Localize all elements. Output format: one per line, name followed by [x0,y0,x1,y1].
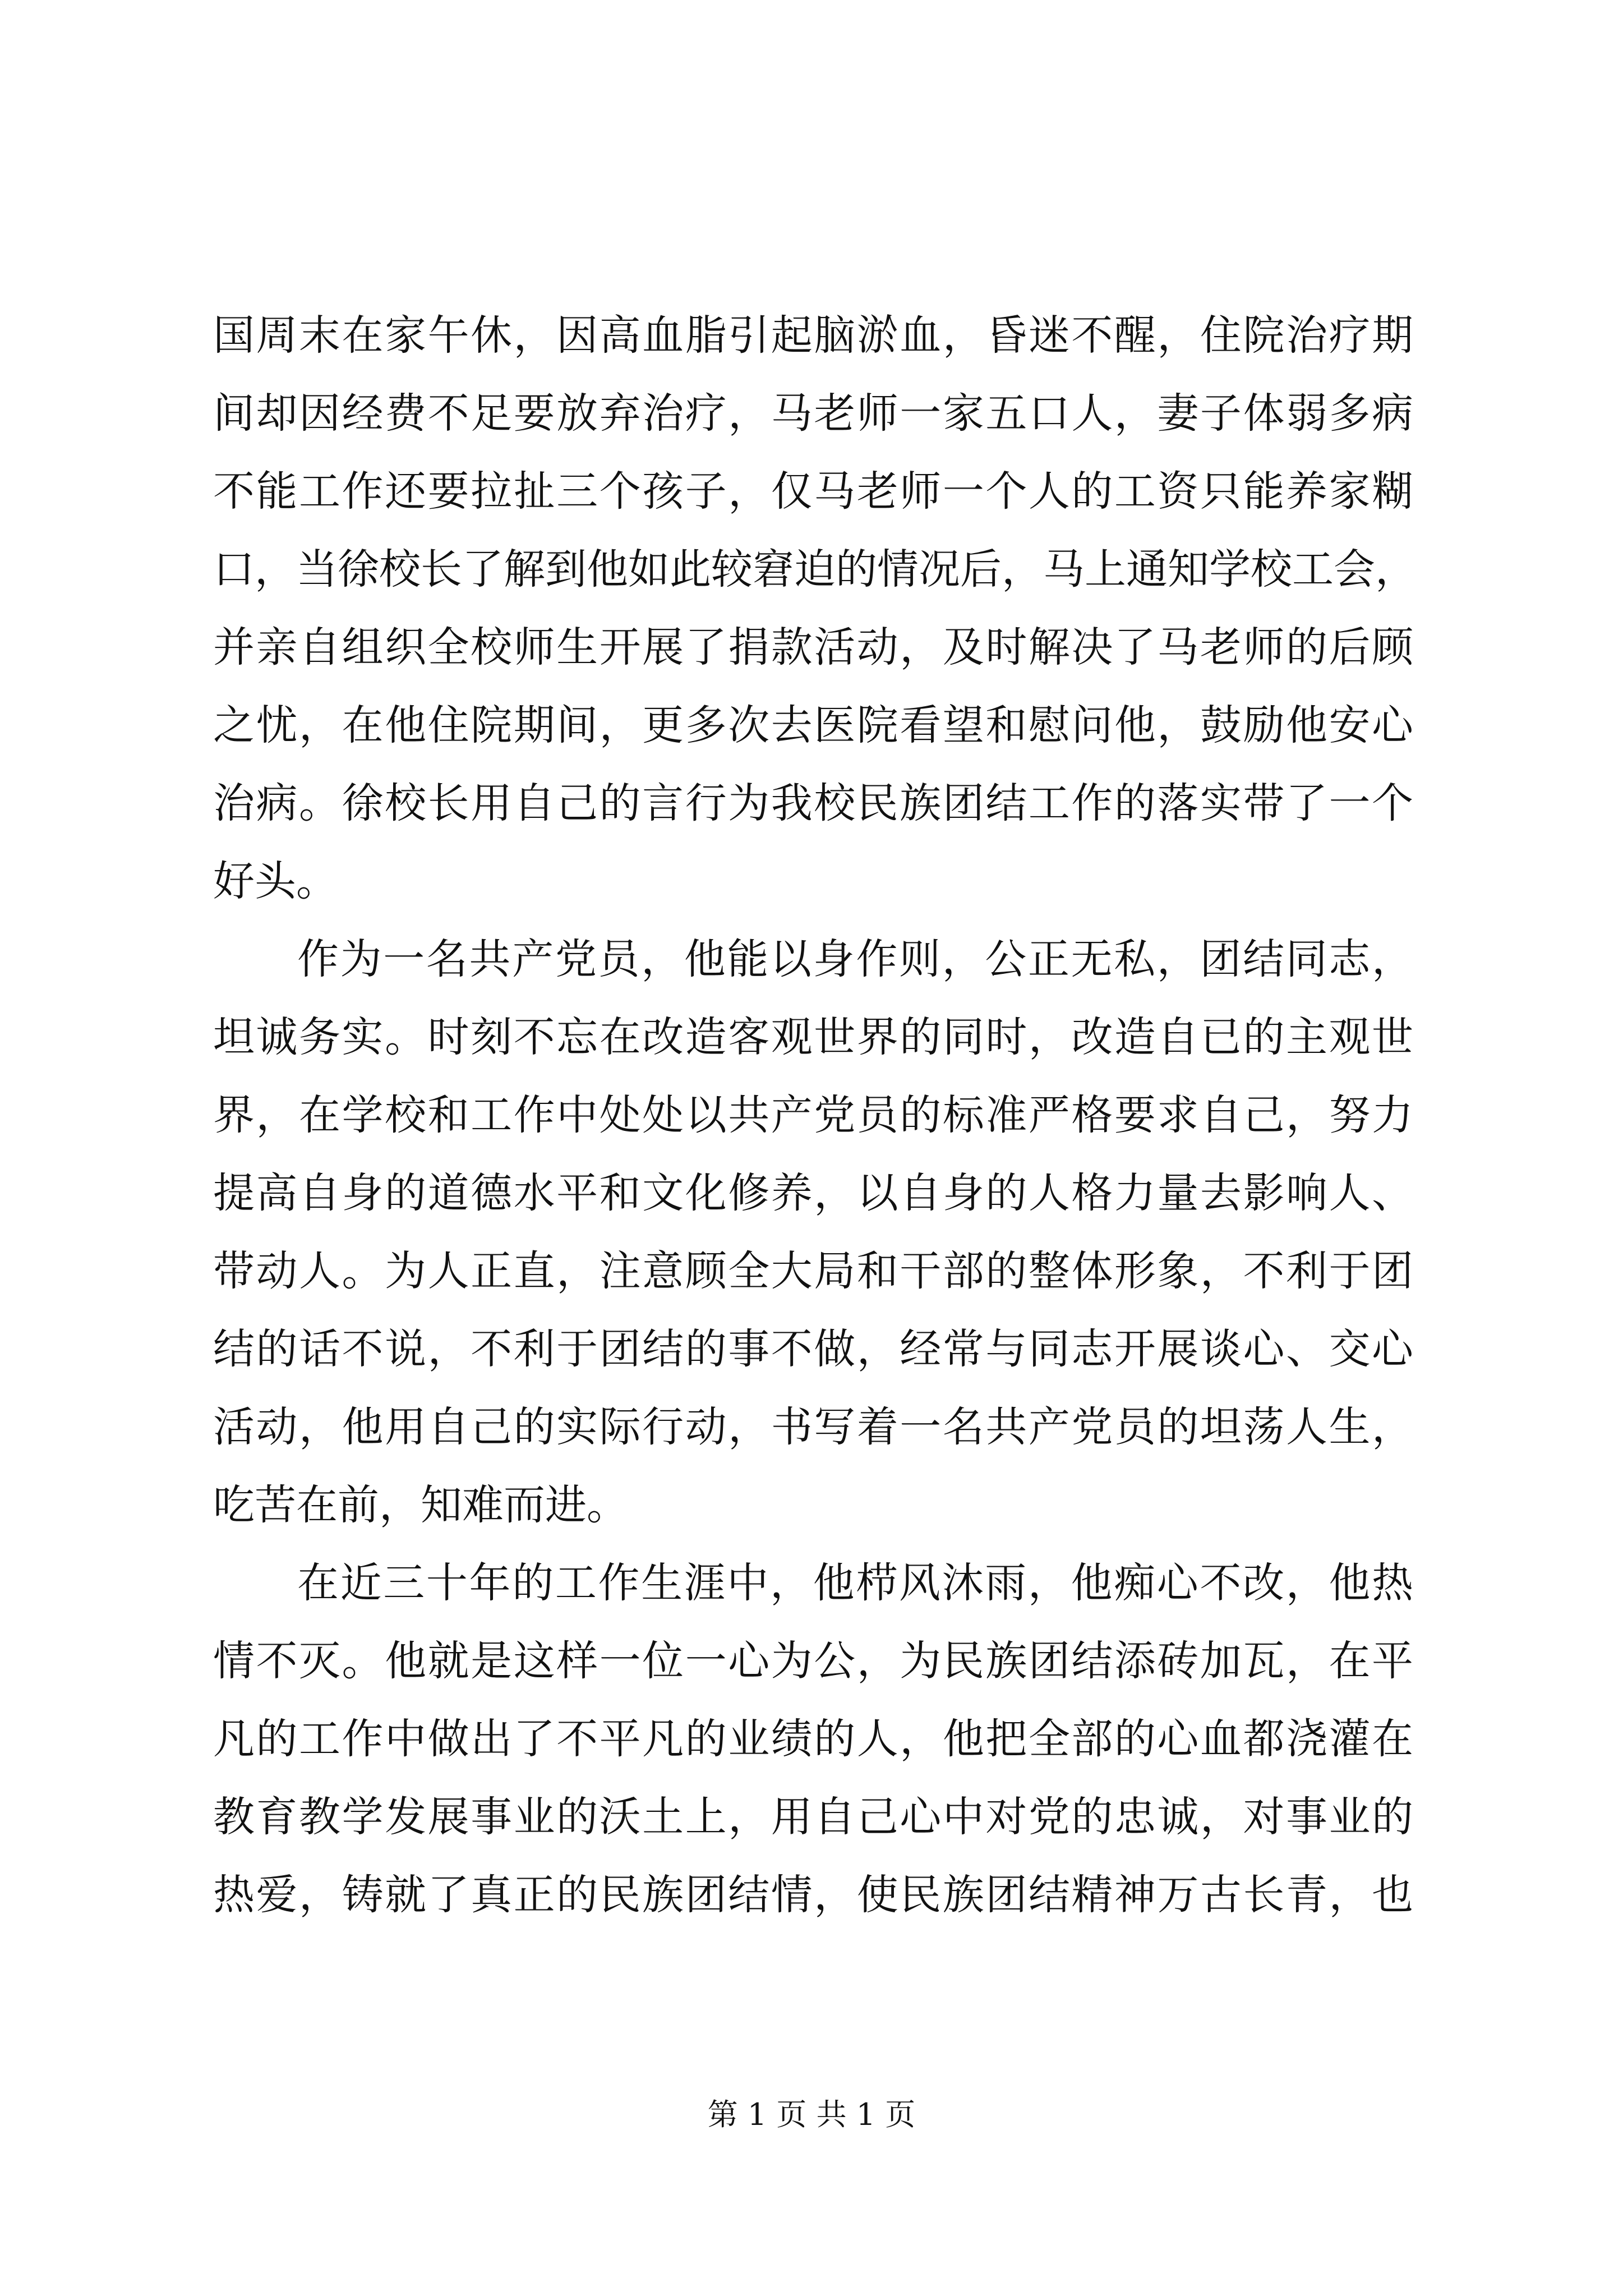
paragraph-3-line-4: 教育教学发展事业的沃土上，用自己心中对党的忠诚，对事业的 [213,1793,1413,1841]
paragraph-3-line-3: 凡的工作中做出了不平凡的业绩的人，他把全部的心血都浇灌在 [213,1715,1413,1763]
page-footer: 第 1 页 共 1 页 [707,2097,916,2132]
paragraph-1-line-8: 好头。 [213,857,338,905]
paragraph-2-line-1: 作为一名共产党员，他能以身作则，公正无私，团结同志， [297,935,1413,983]
paragraph-1-line-6: 之忧，在他住院期间，更多次去医院看望和慰问他，鼓励他安心 [213,701,1413,749]
paragraph-1-line-4: 口，当徐校长了解到他如此较窘迫的情况后，马上通知学校工会， [213,545,1417,593]
paragraph-3-line-1: 在近三十年的工作生涯中，他栉风沐雨，他痴心不改，他热 [297,1559,1413,1607]
paragraph-2-line-8: 吃苦在前，知难而进。 [213,1481,628,1529]
paragraph-2-line-6: 结的话不说，不利于团结的事不做，经常与同志开展谈心、交心 [213,1325,1413,1373]
paragraph-2-line-3: 界，在学校和工作中处处以共产党员的标准严格要求自己，努力 [213,1091,1413,1139]
paragraph-1-line-5: 并亲自组织全校师生开展了捐款活动，及时解决了马老师的后顾 [213,623,1413,671]
paragraph-1-line-7: 治病。徐校长用自己的言行为我校民族团结工作的落实带了一个 [213,779,1413,827]
paragraph-3-line-2: 情不灭。他就是这样一位一心为公，为民族团结添砖加瓦，在平 [213,1637,1413,1685]
paragraph-2-line-5: 带动人。为人正直，注意顾全大局和干部的整体形象，不利于团 [213,1247,1413,1295]
paragraph-2-line-7: 活动，他用自己的实际行动，书写着一名共产党员的坦荡人生， [213,1403,1413,1451]
paragraph-1-line-1: 国周末在家午休，因高血脂引起脑淤血，昏迷不醒，住院治疗期 [213,311,1413,360]
paragraph-1-line-2: 间却因经费不足要放弃治疗，马老师一家五口人，妻子体弱多病 [213,389,1413,438]
paragraph-2-line-2: 坦诚务实。时刻不忘在改造客观世界的同时，改造自已的主观世 [213,1013,1413,1061]
paragraph-1-line-3: 不能工作还要拉扯三个孩子，仅马老师一个人的工资只能养家糊 [213,467,1413,516]
paragraph-2-line-4: 提高自身的道德水平和文化修养，以自身的人格力量去影响人、 [213,1169,1413,1217]
paragraph-3-line-5: 热爱，铸就了真正的民族团结情，使民族团结精神万古长青，也 [213,1871,1413,1919]
